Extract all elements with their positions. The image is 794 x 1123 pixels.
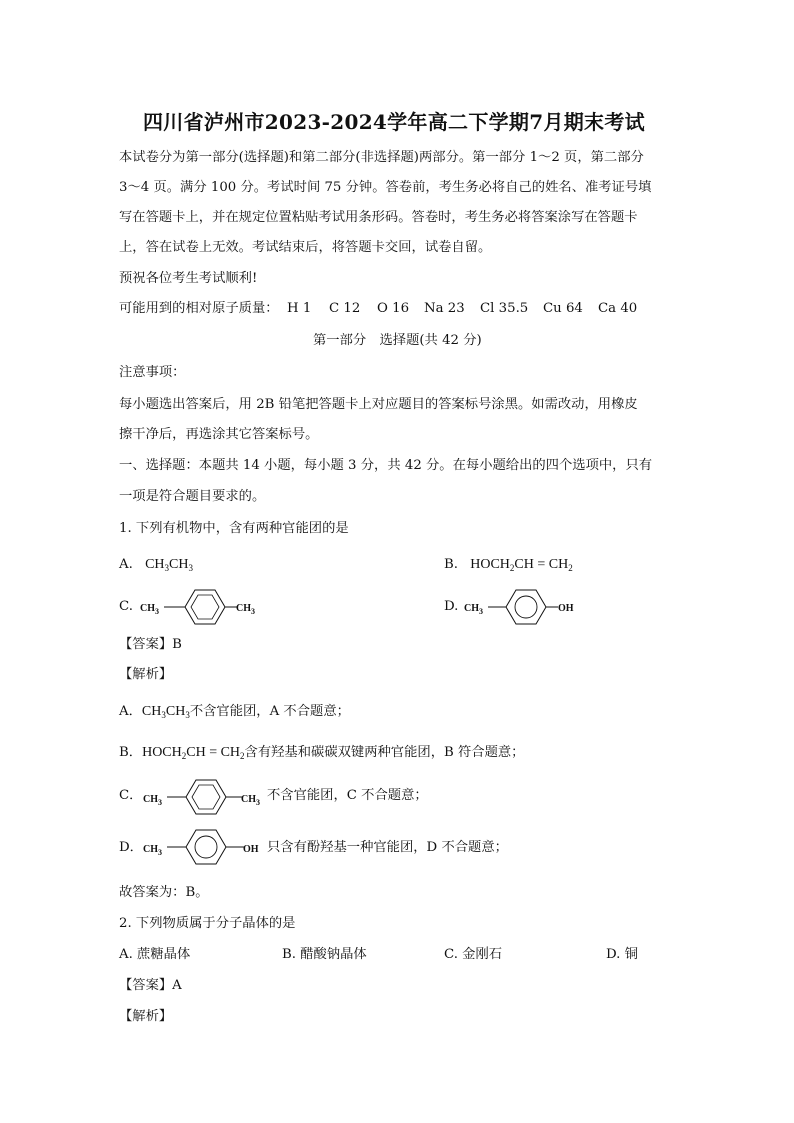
analysis-header: 【解析】 <box>119 1009 173 1024</box>
option-d: D. 铜 <box>606 947 638 962</box>
option-a <box>119 556 193 574</box>
intro-line: 写在答题卡上，并在规定位置粘贴考试用条形码。答卷时，考生务必将答案涂写在答题卡 <box>119 210 638 225</box>
atomic-mass: O 16 <box>377 301 410 316</box>
answer: 【答案】B <box>119 637 182 652</box>
atomic-mass: Ca 40 <box>598 301 638 316</box>
page-title: 四川省泸州市2023-2024学年高二下学期7月期末考试 <box>143 110 645 134</box>
intro-line: 3～4 页。满分 100 分。考试时间 75 分钟。答卷前，考生务必将自己的姓名、准考证号填 <box>119 180 652 195</box>
explanation-text: 含有羟基和碳碳双键两种官能团，B 符合题意； <box>244 745 525 760</box>
question-1-stem: 1. 下列有机物中，含有两种官能团的是 <box>119 521 349 536</box>
ch3-label: $CH_3$ <box>140 603 159 616</box>
part1-header: 第一部分 选择题(共 42 分) <box>313 333 482 348</box>
ch3-label: $CH_3$ <box>143 794 162 807</box>
option-a: A. 蔗糖晶体 <box>119 947 191 962</box>
notes-line: 每小题选出答案后，用 2B 铅笔把答题卡上对应题目的答案标号涂黑。如需改动，用橡皮 <box>119 397 638 412</box>
ch3-label: $CH_3$ <box>464 603 483 616</box>
explanation-prefix: A． <box>119 704 142 719</box>
option-d-label: D. <box>444 599 459 614</box>
analysis-header: 【解析】 <box>119 667 173 682</box>
ch3-label: $CH_3$ <box>241 794 260 807</box>
oh-label: OH <box>558 603 574 614</box>
explanation-prefix: B． <box>119 745 143 760</box>
oh-label: OH <box>243 844 259 855</box>
atomic-mass: Cl 35.5 <box>480 301 529 316</box>
p-cresol-structure <box>462 585 586 629</box>
ethane-formula: $CH_3CH_3$ <box>141 704 190 720</box>
answer: 【答案】A <box>119 978 182 993</box>
option-c-label: C. <box>119 599 133 614</box>
explanation-text: 不含官能团，A 不合题意； <box>189 704 350 719</box>
explanation-a <box>119 703 350 721</box>
ch3-label: $CH_3$ <box>143 844 162 857</box>
option-b: B. 醋酸钠晶体 <box>282 947 367 962</box>
p-xylene-structure <box>141 775 267 819</box>
explanation-d-prefix: D． <box>119 840 143 855</box>
option-b <box>444 556 573 574</box>
ch3-label: $CH_3$ <box>236 603 255 616</box>
section-instructions: 一、选择题：本题共 14 小题，每小题 3 分，共 42 分。在每小题给出的四个选项中，只有 <box>119 458 653 473</box>
atomic-masses-label: 可能用到的相对原子质量： <box>119 301 279 316</box>
section-instructions: 一项是符合题目要求的。 <box>119 489 266 504</box>
question-2-stem: 2. 下列物质属于分子晶体的是 <box>119 916 296 931</box>
atomic-mass: H 1 <box>287 301 312 316</box>
explanation-b <box>119 744 524 762</box>
explanation-d-text: 只含有酚羟基一种官能团，D 不合题意； <box>267 840 508 855</box>
notes-line: 擦干净后，再选涂其它答案标号。 <box>119 427 319 442</box>
p-cresol-structure <box>141 825 267 869</box>
option-label: A. <box>119 557 133 572</box>
intro-line: 本试卷分为第一部分(选择题)和第二部分(非选择题)两部分。第一部分 1～2 页，第二部分 <box>119 150 644 165</box>
ethane-formula: $CH_3CH_3$ <box>145 557 193 573</box>
allyl-alcohol-formula: $HOCH_2CH = CH_2$ <box>470 557 573 573</box>
wish-text: 预祝各位考生考试顺利! <box>119 271 258 286</box>
p-xylene-structure <box>138 585 262 629</box>
allyl-alcohol-formula: $HOCH_2CH = CH_2$ <box>142 745 245 761</box>
option-label: B. <box>444 557 458 572</box>
explanation-c-prefix: C． <box>119 788 143 803</box>
intro-line: 上，答在试卷上无效。考试结束后，将答题卡交回，试卷自留。 <box>119 240 492 255</box>
explanation-c-text: 不含官能团，C 不合题意； <box>267 788 428 803</box>
conclusion: 故答案为：B。 <box>119 885 209 900</box>
atomic-mass: Na 23 <box>424 301 465 316</box>
option-c: C. 金刚石 <box>444 947 503 962</box>
atomic-mass: Cu 64 <box>543 301 583 316</box>
notes-header: 注意事项： <box>119 365 186 380</box>
atomic-mass: C 12 <box>329 301 361 316</box>
